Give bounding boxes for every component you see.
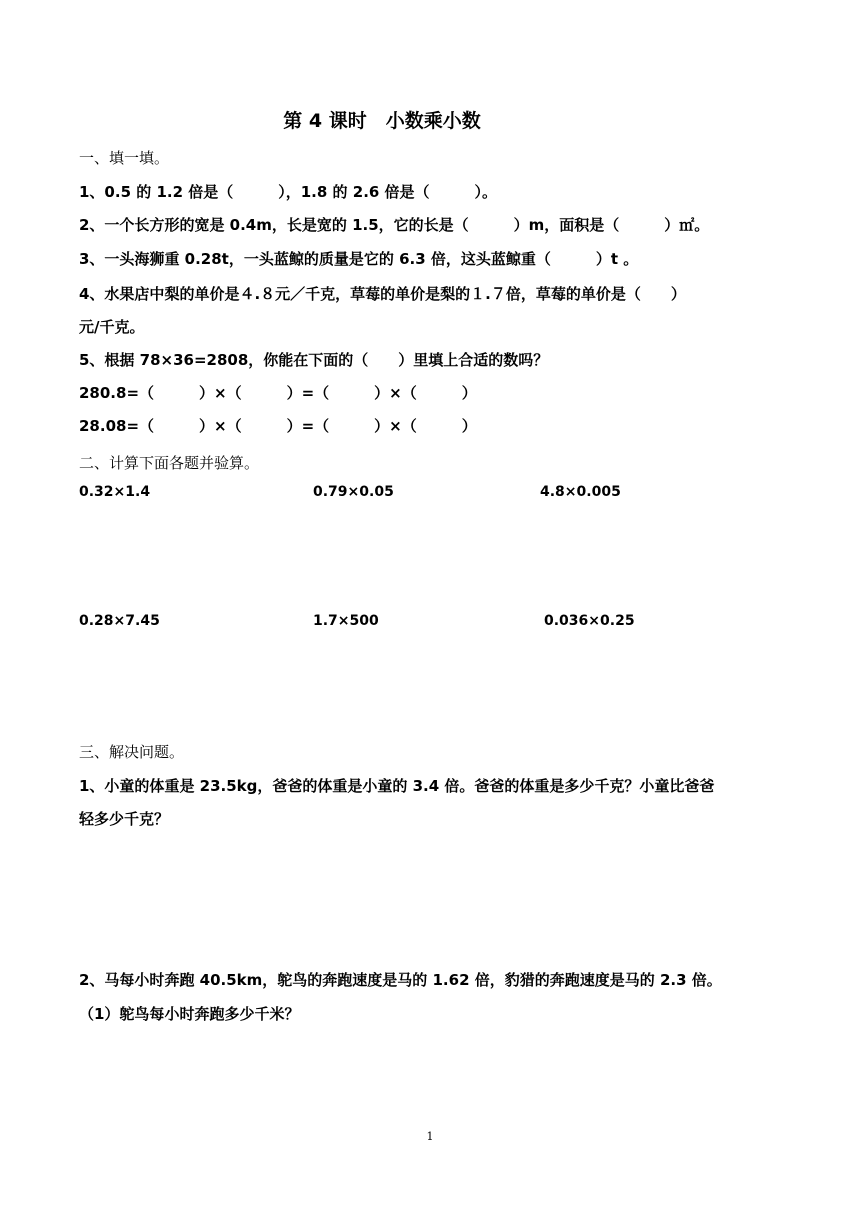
question-5-row-a: 280.8=（ ）×（ ）=（ ）×（ ）: [79, 384, 477, 402]
problem-1-line2: 轻多少千克？: [79, 810, 170, 828]
calc-item: 0.32×1.4: [79, 484, 151, 500]
question-4-line1: 4、水果店中梨的单价是４.８元／千克，草莓的单价是梨的１.７倍，草莓的单价是（ ）: [79, 285, 686, 303]
calc-item: 0.036×0.25: [544, 613, 635, 629]
question-3: 3、一头海狮重 0.28t，一头蓝鲸的质量是它的 6.3 倍，这头蓝鲸重（ ）t 。: [79, 250, 639, 268]
problem-2-line1: 2、马每小时奔跑 40.5km，鸵鸟的奔跑速度是马的 1.62 倍，豹猎的奔跑速度是马的 2.3 倍。: [79, 971, 722, 989]
page-number: 1: [426, 1130, 434, 1143]
page-title: 第 4 课时 小数乘小数: [283, 110, 481, 132]
question-5: 5、根据 78×36=2808，你能在下面的（ ）里填上合适的数吗？: [79, 351, 549, 369]
question-1: 1、0.5 的 1.2 倍是（ ），1.8 的 2.6 倍是（ ）。: [79, 183, 498, 201]
problem-2-sub1: （1）鸵鸟每小时奔跑多少千米？: [79, 1005, 300, 1023]
question-5-row-b: 28.08=（ ）×（ ）=（ ）×（ ）: [79, 417, 477, 435]
calc-item: 1.7×500: [313, 613, 379, 629]
question-2: 2、一个长方形的宽是 0.4m，长是宽的 1.5，它的长是（ ）m，面积是（ ）㎡。: [79, 216, 710, 234]
calc-item: 4.8×0.005: [540, 484, 621, 500]
problem-1-line1: 1、小童的体重是 23.5kg，爸爸的体重是小童的 3.4 倍。爸爸的体重是多少千克？小童比爸爸: [79, 777, 715, 795]
calc-item: 0.79×0.05: [313, 484, 394, 500]
section3-heading: 三、解决问题。: [79, 743, 185, 761]
calc-item: 0.28×7.45: [79, 613, 160, 629]
section1-heading: 一、填一填。: [79, 149, 170, 167]
section2-heading: 二、计算下面各题并验算。: [79, 454, 260, 472]
question-4-line2: 元/千克。: [79, 318, 145, 336]
